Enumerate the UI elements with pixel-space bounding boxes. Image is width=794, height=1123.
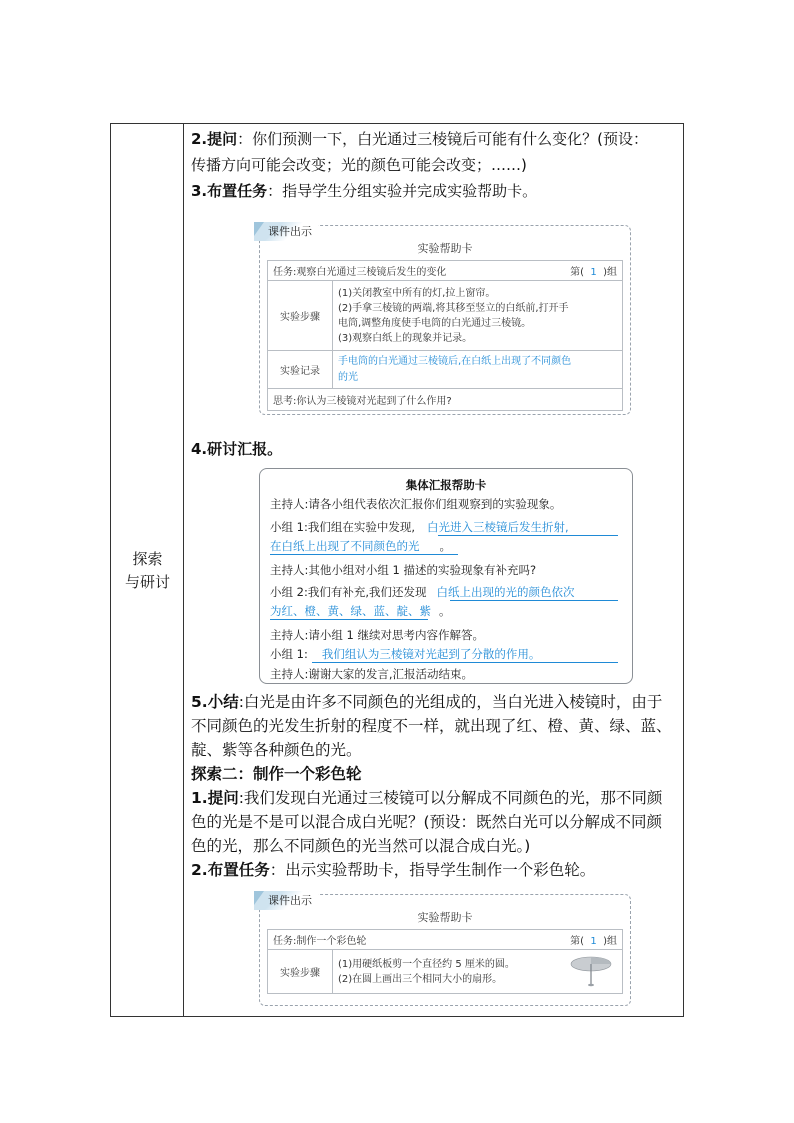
think-row: 思考:你认为三棱镜对光起到了什么作用? <box>268 389 623 411</box>
question-paragraph: 1.提问:我们发现白光通过三棱镜可以分解成不同颜色的光，那不同颜 色的光是不是可以混合成白光呢？(预设：既然白光可以分解成不同颜 色的光，那么不同颜色的光当然可以混合成白光。) <box>191 789 663 855</box>
report-line-4: 主持人:其他小组对小组 1 描述的实验现象有补充吗? <box>270 563 537 577</box>
report-line-1: 主持人:请各小组代表依次汇报你们组观察到的实验现象。 <box>270 497 562 511</box>
experiment-table <box>267 260 623 411</box>
task-row: 任务:观察白光通过三棱镜后发生的变化 第( 1 )组 <box>268 261 623 281</box>
task-row: 任务:制作一个彩色轮 第( 1 )组 <box>268 930 623 950</box>
color-wheel-icon <box>567 952 615 988</box>
steps-label: 实验步骤 <box>268 281 333 351</box>
explore2-heading: 探索二：制作一个彩色轮 <box>191 765 362 783</box>
card-title: 实验帮助卡 <box>417 911 473 924</box>
report-line-9: 主持人:谢谢大家的发言,汇报活动结束。 <box>270 667 474 681</box>
report-line-6: 为红、橙、黄、绿、蓝、靛、紫 。 <box>270 604 451 618</box>
steps-label: 实验步骤 <box>268 950 333 994</box>
courseware-tag: 课件出示 <box>254 891 318 910</box>
steps-cell: (1)关闭教室中所有的灯,拉上窗帘。 (2)手拿三棱镜的两端,将其移至竖立的白纸前,打开手 电筒,调整角度使手电筒的白光通过三棱镜。 (3)观察白纸上的现象并记录。 <box>333 281 623 351</box>
card-title: 实验帮助卡 <box>417 242 473 255</box>
report-title: 集体汇报帮助卡 <box>405 478 487 492</box>
p2-line1: 2.提问：你们预测一下，白光通过三棱镜后可能有什么变化？(预设： <box>191 130 649 148</box>
p4-line: 4.研讨汇报。 <box>191 440 283 458</box>
color-wheel-image <box>560 950 623 994</box>
steps-cell: (1)用硬纸板剪一个直径约 5 厘米的圆。 (2)在圆上画出三个相同大小的扇形。 <box>333 950 561 994</box>
record-label: 实验记录 <box>268 351 333 389</box>
p3-line: 3.布置任务：指导学生分组实验并完成实验帮助卡。 <box>191 182 538 200</box>
summary-paragraph: 5.小结:白光是由许多不同颜色的光组成的，当白光进入棱镜时，由于 不同颜色的光发生折射的程度不一样，就出现了红、橙、黄、绿、蓝、 靛、紫等各种颜色的光。 <box>191 693 672 759</box>
section-label-column <box>111 124 184 1016</box>
experiment-card-2 <box>259 894 631 1006</box>
experiment-table-2 <box>267 929 623 994</box>
report-line-2: 小组 1:我们组在实验中发现, 白光进入三棱镜后发生折射, <box>270 520 569 534</box>
courseware-tag: 课件出示 <box>254 222 318 241</box>
p2-line2: 传播方向可能会改变；光的颜色可能会改变；……) <box>191 156 527 174</box>
experiment-card-1 <box>259 225 631 415</box>
report-line-5: 小组 2:我们有补充,我们还发现 白纸上出现的光的颜色依次 <box>270 585 575 599</box>
lesson-table <box>110 123 684 1017</box>
report-line-7: 主持人:请小组 1 继续对思考内容作解答。 <box>270 628 485 642</box>
report-line-3: 在白纸上出现了不同颜色的光 。 <box>270 539 451 553</box>
section-label: 探索 与研讨 <box>124 550 170 591</box>
record-cell: 手电筒的白光通过三棱镜后,在白纸上出现了不同颜色 的光 <box>333 351 623 389</box>
task-paragraph: 2.布置任务：出示实验帮助卡，指导学生制作一个彩色轮。 <box>191 861 596 879</box>
report-card <box>259 468 633 684</box>
report-line-8: 小组 1: 我们组认为三棱镜对光起到了分散的作用。 <box>270 647 541 661</box>
